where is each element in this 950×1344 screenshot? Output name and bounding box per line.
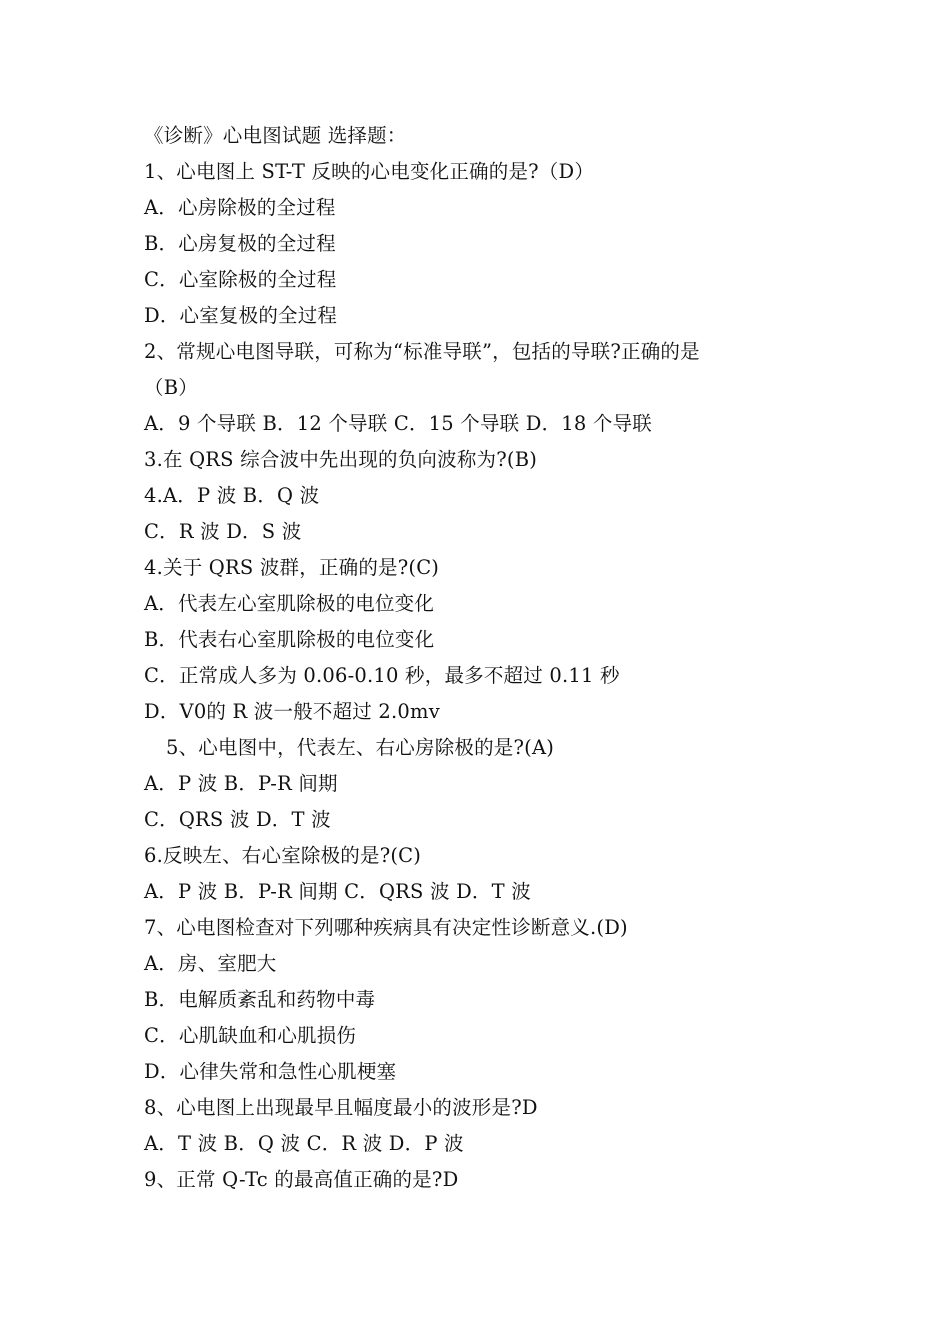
option-line: D．心室复极的全过程 — [144, 304, 338, 327]
document-title: 《诊断》心电图试题 选择题： — [144, 124, 407, 147]
option-line: C．心室除极的全过程 — [144, 268, 337, 291]
option-line: D．V0的 R 波一般不超过 2.0mv — [144, 700, 440, 723]
option-line: C．心肌缺血和心肌损伤 — [144, 1024, 357, 1047]
option-line: A．P 波 B．P-R 间期 — [144, 772, 338, 795]
question-1: 1、心电图上 ST-T 反映的心电变化正确的是?（D） — [144, 160, 595, 183]
option-line: 4.A．P 波 B．Q 波 — [144, 484, 320, 507]
option-line: A．P 波 B．P-R 间期 C．QRS 波 D．T 波 — [144, 880, 531, 903]
question-9: 9、正常 Q-Tc 的最高值正确的是?D — [144, 1168, 459, 1191]
option-line: A．房、室肥大 — [144, 952, 277, 975]
question-4: 4.关于 QRS 波群，正确的是?(C) — [144, 556, 440, 579]
option-line: A．心房除极的全过程 — [144, 196, 336, 219]
option-line: C．R 波 D．S 波 — [144, 520, 302, 543]
option-line: B．电解质紊乱和药物中毒 — [144, 988, 376, 1011]
option-line: C．正常成人多为 0.06-0.10 秒，最多不超过 0.11 秒 — [144, 664, 620, 687]
question-3: 3.在 QRS 综合波中先出现的负向波称为?(B) — [144, 448, 538, 471]
question-7: 7、心电图检查对下列哪种疾病具有决定性诊断意义.(D) — [144, 916, 628, 939]
question-5: 5、心电图中，代表左、右心房除极的是?(A) — [166, 736, 555, 759]
option-line: A．T 波 B．Q 波 C．R 波 D．P 波 — [144, 1132, 464, 1155]
option-line: A．代表左心室肌除极的电位变化 — [144, 592, 435, 615]
option-line: D．心律失常和急性心肌梗塞 — [144, 1060, 397, 1083]
question-2: 2、常规心电图导联，可称为“标准导联”，包括的导联?正确的是 — [144, 340, 700, 363]
option-line: B．心房复极的全过程 — [144, 232, 336, 255]
document-body — [144, 118, 844, 1198]
question-2-answer: （B） — [144, 376, 198, 399]
question-6: 6.反映左、右心室除极的是?(C) — [144, 844, 422, 867]
option-line: B．代表右心室肌除极的电位变化 — [144, 628, 435, 651]
question-8: 8、心电图上出现最早且幅度最小的波形是?D — [144, 1096, 538, 1119]
option-line: C．QRS 波 D．T 波 — [144, 808, 331, 831]
option-line: A．9 个导联 B．12 个导联 C．15 个导联 D．18 个导联 — [144, 412, 653, 435]
